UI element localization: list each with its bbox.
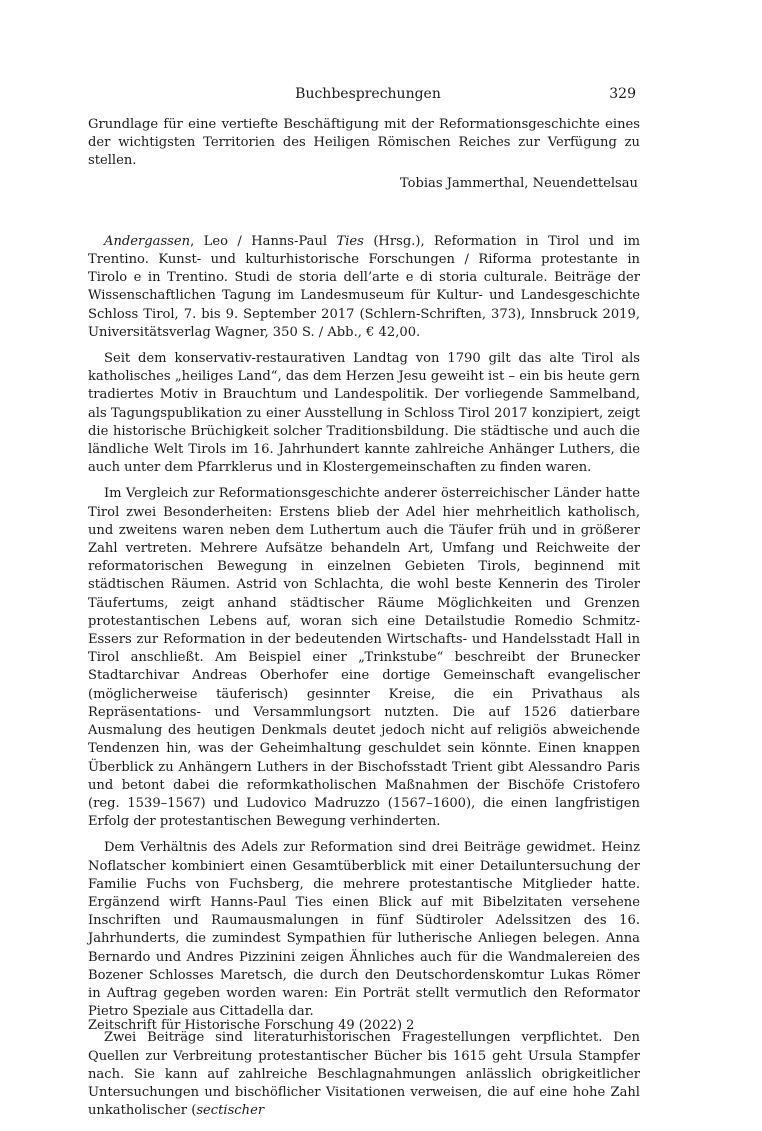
review-paragraph-4-text: Zwei Beiträge sind literaturhistorischen Fragestellungen verpflichtet. Den Quellen zur Verbreitung protestantischer Bücher bis 1615 geht Ursula Stampfer nach. Sie kann auf zahlreiche Beschlagnahmungen anlässlich obrigkeitlicher Untersuchungen und bischöflicher Visitationen verweisen, die auf eine hohe Zahl unkatholischer ( xyxy=(88,1030,640,1119)
review-paragraph-4 xyxy=(88,1029,640,1120)
author-surname-1: Andergassen xyxy=(104,233,191,249)
review-paragraph-1: Seit dem konservativ-restaurativen Landtag von 1790 gilt das alte Tirol als katholisches „heiliges Land“, das dem Herzen Jesu geweiht ist – ein bis heute gern tradiertes Motiv in Brauchtum und Landespolitik. Der vorliegende Sammelband, als Tagungspublikation zu einer Ausstellung in Schloss Tirol 2017 konzipiert, zeigt die historische Brüchigkeit solcher Traditionsbildung. Die städtische und auch die ländliche Welt Tirols im 16. Jahrhundert kannte zahlreiche Anhänger Luthers, die auch unter dem Pfarrklerus und in Klostergemeinschaften zu finden waren. xyxy=(88,351,640,476)
reviewer-signature: Tobias Jammerthal, Neuendettelsau xyxy=(399,175,638,191)
running-title: Buchbesprechungen xyxy=(295,86,441,102)
journal-footer: Zeitschrift für Historische Forschung 49 (2022) 2 xyxy=(88,1018,415,1033)
author-surname-2: Ties xyxy=(336,233,364,249)
citation-details: (Hrsg.), Reformation in Tirol und im Trentino. Kunst- und kulturhistorische Forschungen / Riforma protestante in Tirolo e in Trentino. Studi de storia dell’arte e di storia culturale. Beiträge der Wissenschaftlichen Tagung im Landesmuseum für Kultur- und Landesgeschichte Schloss Tirol, 7. bis 9. September 2017 (Schlern-Schriften, 373), Innsbruck 2019, Universitätsverlag Wagner, 350 S. / Abb., € 42,00. xyxy=(88,233,640,340)
page-body xyxy=(88,116,640,1120)
review-paragraph-3: Dem Verhältnis des Adels zur Reformation sind drei Beiträge gewidmet. Heinz Noflatscher kombiniert einen Gesamtüberblick mit einer Detailuntersuchung der Familie Fuchs von Fuchsberg, die mehrere protestantische Mitglieder hatte. Ergänzend wirft Hanns-Paul Ties einen Blick auf mit Bibelzitaten versehene Inschriften und Raumausmalungen in fünf Südtiroler Adelssitzen des 16. Jahrhunderts, die zumindest Sympathien für lutherische Anliegen belegen. Anna Bernardo und Andres Pizzinini zeigen Ähnliches auch für die Wandmalereien des Bozener Schlosses Maretsch, die durch den Deutschordenskomtur Lukas Römer in Auftrag gegeben worden waren: Ein Porträt stellt vermutlich den Reformator Pietro Speziale aus Cittadella dar. xyxy=(88,840,640,1020)
author-separator: , Leo / Hanns-Paul xyxy=(190,233,337,249)
review-paragraph-4-italic: sectischer xyxy=(196,1103,265,1119)
running-header xyxy=(88,84,648,104)
page-number: 329 xyxy=(609,86,636,102)
review-citation xyxy=(88,233,640,342)
review-paragraph-2: Im Vergleich zur Reformationsgeschichte anderer österreichischer Länder hatte Tirol zwei Besonderheiten: Erstens blieb der Adel hier mehrheitlich katholisch, und zweitens waren neben dem Luthertum auch die Täufer früh und in größerer Zahl vertreten. Mehrere Aufsätze behandeln Art, Umfang und Reichweite der reformatorischen Bewegung in einzelnen Gebieten Tirols, beginnend mit städtischen Räumen. Astrid von Schlachta, die wohl beste Kennerin des Tiroler Täufertums, zeigt anhand städtischer Räume Möglichkeiten und Grenzen protestantischen Lebens auf, woran sich eine Detailstudie Romedio Schmitz-Essers zur Reformation in der bedeutenden Wirtschafts- und Handelsstadt Hall in Tirol anschließt. Am Beispiel einer „Trinkstube“ beschreibt der Brunecker Stadtarchivar Andreas Oberhofer eine dortige Gemeinschaft evangelischer (möglicherweise täuferisch) gesinnter Kreise, die ein Privathaus als Repräsentations- und Versammlungsort nutzten. Die auf 1526 datierbare Ausmalung des heutigen Denkmals deutet jedoch nicht auf religiös abweichende Tendenzen hin, was der Geheimhaltung geschuldet sein könnte. Einen knappen Überblick zu Anhängern Luthers in der Bischofsstadt Trient gibt Alessandro Paris und betont dabei die reformkatholischen Maßnahmen der Bischöfe Cristofero (reg. 1539–1567) und Ludovico Madruzzo (1567–1600), die einen langfristigen Erfolg der protestantischen Bewegung verhinderten. xyxy=(88,486,640,830)
continuation-paragraph: Grundlage für eine vertiefte Beschäftigung mit der Reformationsgeschichte eines der wichtigsten Territorien des Heiligen Römischen Reiches zur Verfügung zu stellen. xyxy=(88,117,640,169)
